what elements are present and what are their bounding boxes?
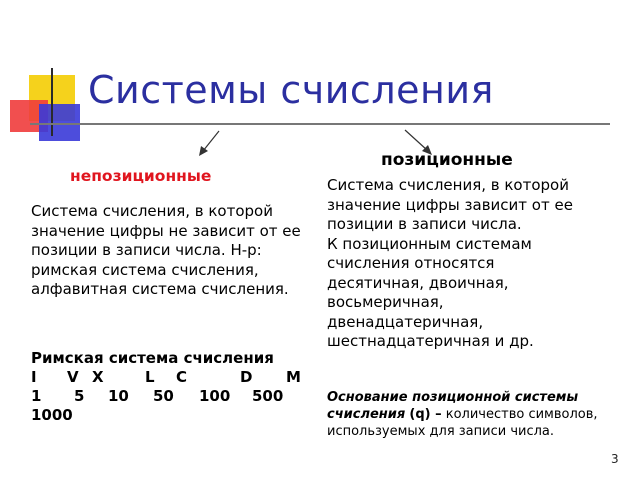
roman-value: 500 xyxy=(252,387,284,405)
roman-value: 1 xyxy=(31,387,42,405)
roman-symbol: X xyxy=(92,368,104,386)
roman-symbol: L xyxy=(145,368,155,386)
roman-value: 100 xyxy=(199,387,231,405)
slide-title: Системы счисления xyxy=(88,68,494,112)
base-symbol: (q) – xyxy=(409,407,442,422)
roman-values-row xyxy=(31,387,331,406)
roman-numerals-block xyxy=(31,349,331,425)
roman-value: 10 xyxy=(108,387,129,405)
page-number: 3 xyxy=(611,452,619,466)
roman-symbols-row xyxy=(31,368,331,387)
roman-symbol: D xyxy=(240,368,253,386)
roman-symbol: I xyxy=(31,368,37,386)
nonpositional-definition: Система счисления, в которой значение цифры не зависит от ее позиции в записи числа. Н-р: римская система счисления, алфавитная система счисления. xyxy=(31,202,301,298)
roman-symbol: V xyxy=(67,368,79,386)
roman-value: 50 xyxy=(153,387,174,405)
roman-values-row-2 xyxy=(31,406,331,425)
nonpositional-heading: непозиционные xyxy=(70,167,212,185)
roman-symbol: C xyxy=(176,368,188,386)
base-term: Основание позиционной системы счисления xyxy=(327,390,579,422)
positional-definition-text: Система счисления, в которой значение цифры зависит от ее позиции в записи числа. xyxy=(327,176,573,233)
roman-symbol: M xyxy=(286,368,301,386)
roman-title: Римская система счисления xyxy=(31,349,274,367)
positional-heading: позиционные xyxy=(381,150,513,170)
base-definition xyxy=(327,389,617,440)
arrow-left-icon xyxy=(199,131,219,156)
roman-value: 1000 xyxy=(31,406,73,424)
base-description: количество символов, используемых для записи числа. xyxy=(327,407,598,439)
roman-value: 5 xyxy=(74,387,85,405)
positional-definition xyxy=(327,176,582,352)
positional-systems-list: К позиционным системам счисления относятся десятичная, двоичная, восьмеричная, двенадцатеричная, шестнадцатеричная и др. xyxy=(327,234,534,350)
